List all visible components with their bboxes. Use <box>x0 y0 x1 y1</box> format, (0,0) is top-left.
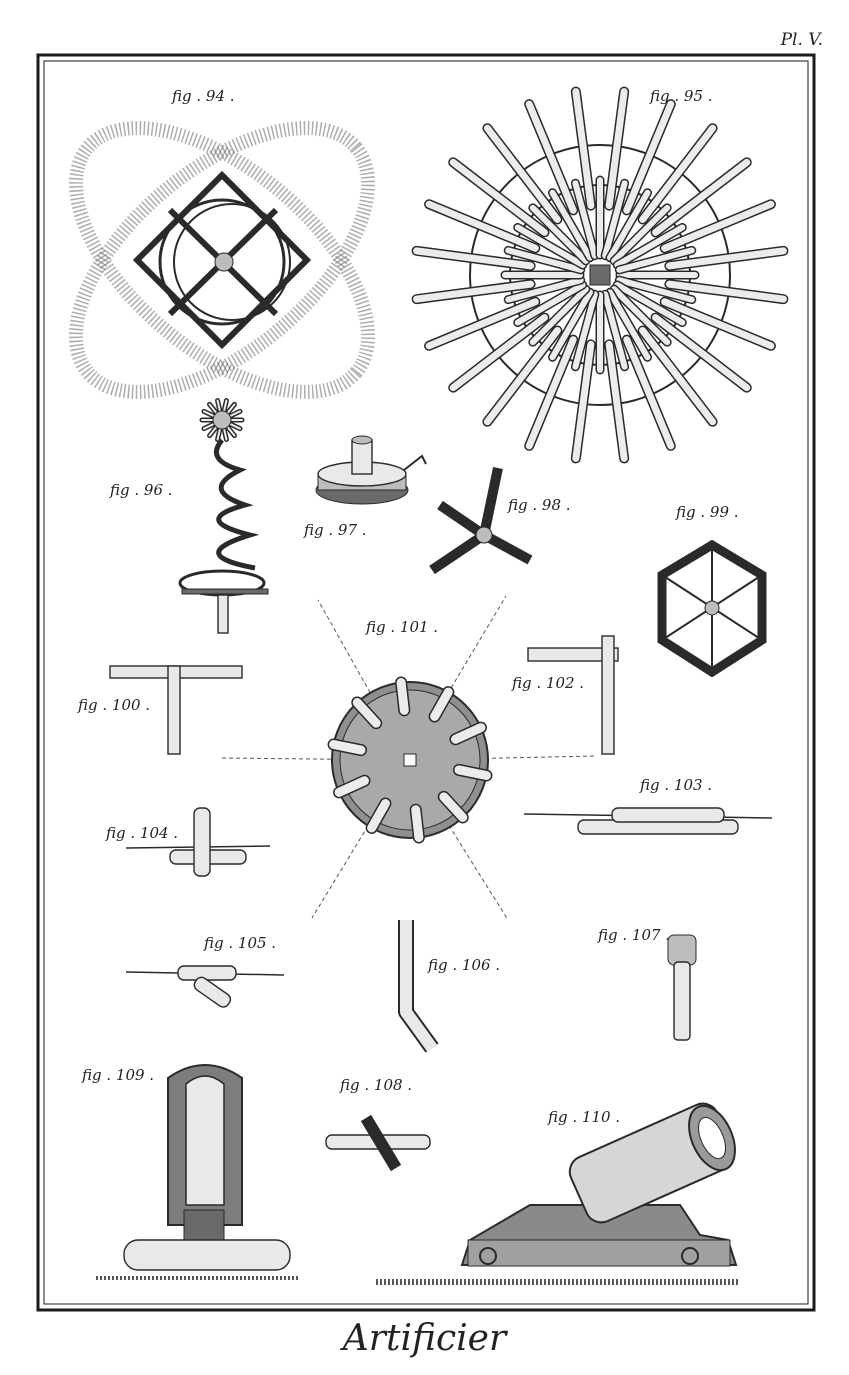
fig-105-illustration <box>126 966 284 1009</box>
plate-title: Artificier <box>342 1318 507 1359</box>
fig-99-label: fig . 99 . <box>676 503 739 521</box>
fig-106-label: fig . 106 . <box>428 956 501 974</box>
fig-103-label: fig . 103 . <box>640 776 713 794</box>
fig-108-illustration <box>326 1118 430 1168</box>
fig-101-tube-fill <box>459 770 486 776</box>
fig-110-label: fig . 110 . <box>548 1108 621 1126</box>
fig-101-tube-fill <box>334 745 361 751</box>
fig-96-label: fig . 96 . <box>110 481 173 499</box>
fig-107-label: fig . 107 . <box>598 926 671 944</box>
fig-102-illustration <box>528 636 618 754</box>
fig-95-illustration <box>417 92 784 459</box>
fig-101-label: fig . 101 . <box>366 618 439 636</box>
plate-number: Pl. V. <box>780 30 823 50</box>
fig-104-illustration <box>126 808 270 876</box>
fig-101-tube-fill <box>401 683 404 711</box>
fig-106-illustration <box>406 920 432 1048</box>
fig-109-label: fig . 109 . <box>82 1066 155 1084</box>
fig-103-illustration <box>524 808 772 834</box>
fig-101-tube-fill <box>416 810 419 838</box>
fig-97-illustration <box>316 436 426 504</box>
fig-96-illustration <box>180 401 268 633</box>
fig-94-label: fig . 94 . <box>172 87 235 105</box>
fig-100-label: fig . 100 . <box>78 696 151 714</box>
fig-109-illustration <box>96 1065 300 1278</box>
fig-95-label: fig . 95 . <box>650 87 713 105</box>
fig-98-label: fig . 98 . <box>508 496 571 514</box>
fig-102-label: fig . 102 . <box>512 674 585 692</box>
fig-98-illustration <box>432 468 530 570</box>
fig-94-illustration <box>30 79 414 442</box>
fig-108-label: fig . 108 . <box>340 1076 413 1094</box>
fig-99-illustration <box>662 545 762 672</box>
fig-107-illustration <box>668 935 696 1040</box>
fig-97-label: fig . 97 . <box>304 521 367 539</box>
fig-104-label: fig . 104 . <box>106 824 179 842</box>
fig-110-illustration <box>376 1098 744 1282</box>
fig-101-illustration <box>222 596 596 920</box>
fig-105-label: fig . 105 . <box>204 934 277 952</box>
